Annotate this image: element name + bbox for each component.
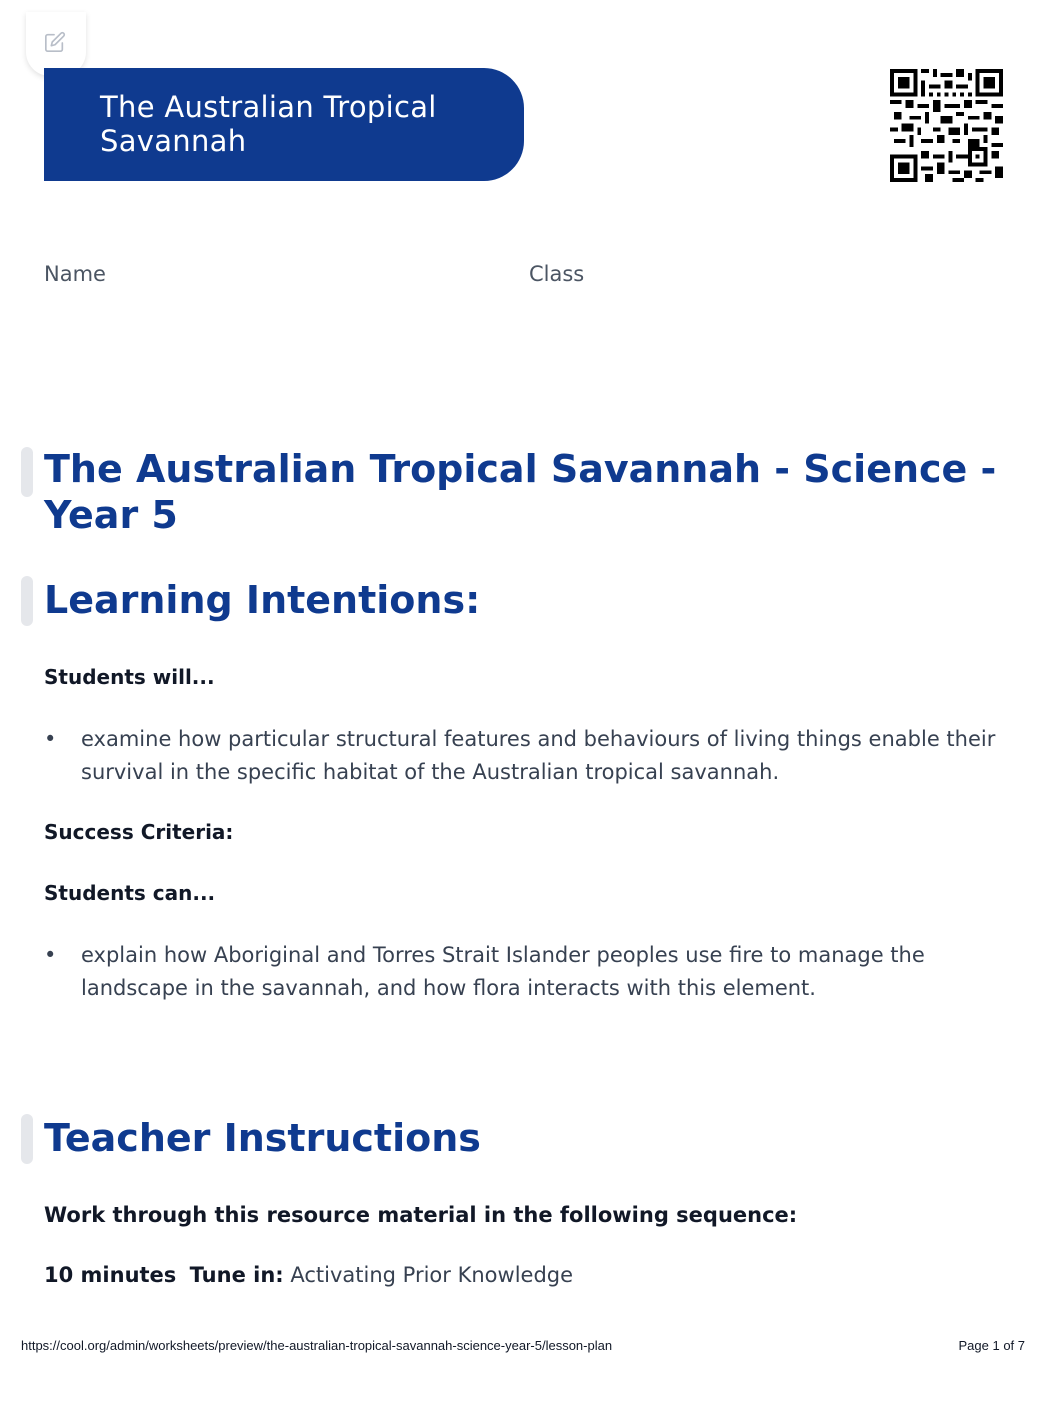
banner-title: The Australian Tropical Savannah (100, 90, 437, 158)
sequence-intro: Work through this resource material in the following sequence: (44, 1203, 798, 1227)
list-item-text: examine how particular structural features and behaviours of living things enable their survival in the specific habitat of the Australian tropical savannah. (81, 727, 996, 784)
bullet-icon: • (44, 727, 57, 751)
sequence-step (44, 1263, 573, 1287)
heading-accent-bar (21, 1114, 33, 1164)
students-can-label: Students can... (44, 881, 216, 905)
students-will-label: Students will... (44, 665, 215, 689)
class-field-label: Class (529, 262, 585, 286)
heading-accent-bar (21, 447, 33, 497)
document-title: The Australian Tropical Savannah - Science - Year 5 (44, 447, 997, 537)
teacher-instructions-heading: Teacher Instructions (44, 1116, 481, 1160)
qr-code (890, 69, 1003, 182)
learning-intentions-heading: Learning Intentions: (44, 578, 481, 622)
page-number: Page 1 of 7 (958, 1338, 1025, 1353)
step-duration: 10 minutes (44, 1263, 177, 1287)
bullet-icon: • (44, 943, 57, 967)
name-field-label: Name (44, 262, 106, 286)
step-text: Activating Prior Knowledge (290, 1263, 574, 1287)
footer-url[interactable]: https://cool.org/admin/worksheets/preview/the-australian-tropical-savannah-science-year-5/lesson-plan (21, 1338, 613, 1353)
edit-tab[interactable] (26, 12, 86, 76)
list-item (44, 723, 1014, 789)
heading-accent-bar (21, 576, 33, 626)
step-label: Tune in: (189, 1263, 284, 1287)
list-item (44, 939, 1014, 1005)
edit-icon (44, 31, 66, 53)
title-banner (44, 68, 524, 181)
list-item-text: explain how Aboriginal and Torres Strait Islander peoples use fire to manage the landscape in the savannah, and how flora interacts with this element. (81, 943, 925, 1000)
success-criteria-label: Success Criteria: (44, 820, 234, 844)
